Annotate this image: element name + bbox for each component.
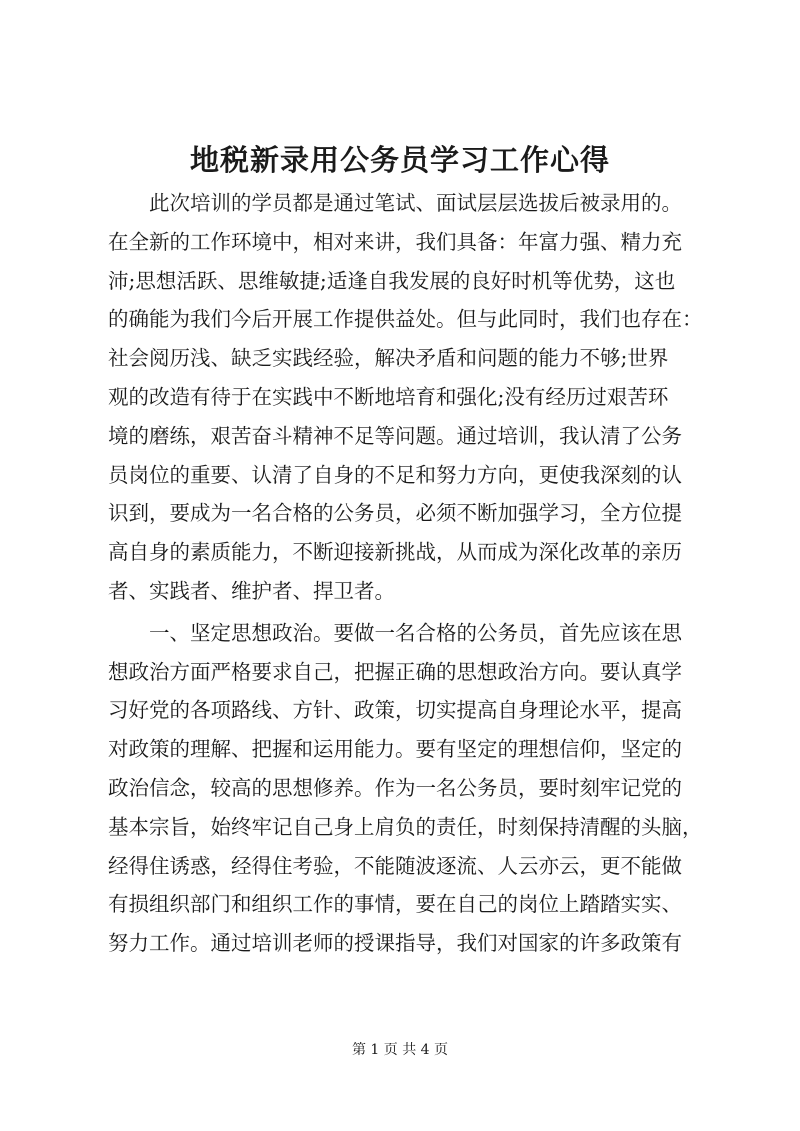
paragraph-line: 习好党的各项路线、方针、政策，切实提高自身理论水平，提高 xyxy=(108,698,682,723)
paragraph-line: 经得住诱惑，经得住考验，不能随波逐流、人云亦云，更不能做 xyxy=(108,853,682,878)
paragraph-line: 境的磨练，艰苦奋斗精神不足等问题。通过培训，我认清了公务 xyxy=(108,423,682,448)
paragraph-line: 者、实践者、维护者、捍卫者。 xyxy=(108,578,395,603)
paragraph-line: 识到，要成为一名合格的公务员，必须不断加强学习，全方位提 xyxy=(108,501,682,526)
paragraph-line: 的确能为我们今后开展工作提供益处。但与此同时，我们也存在： xyxy=(108,307,703,332)
paragraph-line: 政治信念，较高的思想修养。作为一名公务员，要时刻牢记党的 xyxy=(108,775,682,800)
document-title: 地税新录用公务员学习工作心得 xyxy=(189,143,610,177)
paragraph-line: 此次培训的学员都是通过笔试、面试层层选拔后被录用的。 xyxy=(149,191,682,215)
paragraph-line: 基本宗旨，始终牢记自己身上肩负的责任，时刻保持清醒的头脑， xyxy=(108,814,703,839)
paragraph-line: 员岗位的重要、认清了自身的不足和努力方向，更使我深刻的认 xyxy=(108,462,682,487)
paragraph-line: 高自身的素质能力，不断迎接新挑战，从而成为深化改革的亲历 xyxy=(108,540,682,565)
paragraph-line: 努力工作。通过培训老师的授课指导，我们对国家的许多政策有 xyxy=(108,931,682,956)
paragraph-line: 在全新的工作环境中，相对来讲，我们具备：年富力强、精力充 xyxy=(108,229,682,254)
paragraph-line: 社会阅历浅、缺乏实践经验，解决矛盾和问题的能力不够;世界 xyxy=(108,346,669,371)
paragraph-line: 一、坚定思想政治。要做一名合格的公务员，首先应该在思 xyxy=(149,620,682,645)
paragraph-line: 观的改造有待于在实践中不断地培育和强化;没有经历过艰苦环 xyxy=(108,384,669,409)
paragraph-line: 有损组织部门和组织工作的事情，要在自己的岗位上踏踏实实、 xyxy=(108,892,682,917)
paragraph-line: 沛;思想活跃、思维敏捷;适逢自我发展的良好时机等优势，这也 xyxy=(108,268,676,293)
document-body xyxy=(108,184,708,963)
page-number-footer: 第 1 页 共 4 页 xyxy=(351,1042,449,1058)
paragraph-line: 想政治方面严格要求自己，把握正确的思想政治方向。要认真学 xyxy=(108,659,682,684)
paragraph-line: 对政策的理解、把握和运用能力。要有坚定的理想信仰，坚定的 xyxy=(108,737,682,762)
